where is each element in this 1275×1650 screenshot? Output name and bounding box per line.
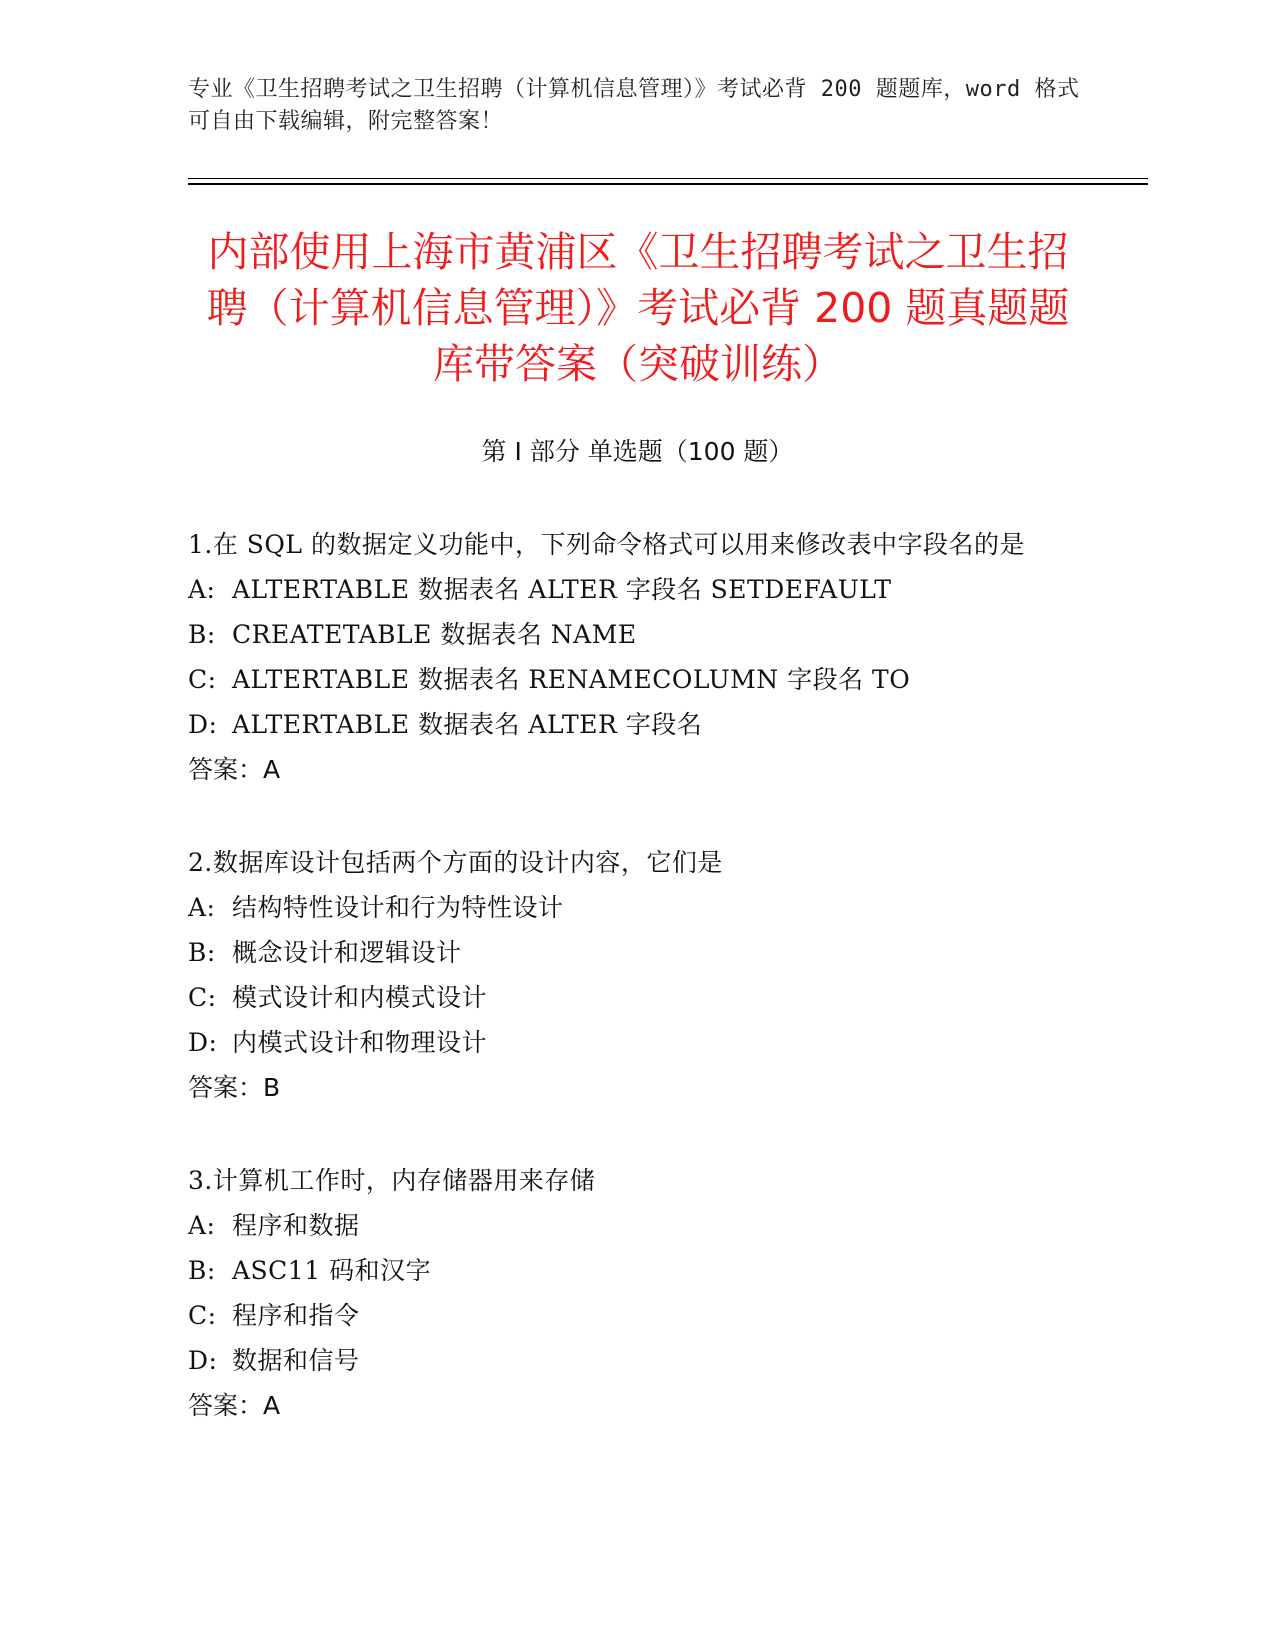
option-text: ALTERTABLE 数据表名 RENAMECOLUMN 字段名 TO [232,665,911,694]
option-text: 数据和信号 [232,1346,360,1375]
option-letter: B: [188,620,216,649]
question-stem: 2.数据库设计包括两个方面的设计内容，它们是 [188,848,723,877]
answer-line: 答案：A [188,1391,281,1420]
option-letter: D: [188,710,218,739]
option-text: 概念设计和逻辑设计 [232,938,462,967]
option-text: CREATETABLE 数据表名 NAME [232,620,637,649]
option-c [188,1293,1068,1338]
option-letter: A: [188,1211,216,1240]
question-list [188,522,1068,1476]
option-text: 内模式设计和物理设计 [232,1028,488,1057]
option-letter: B: [188,1256,216,1285]
option-a [188,567,1068,612]
option-text: ASC11 码和汉字 [232,1256,432,1285]
option-letter: C: [188,983,217,1012]
answer-line: 答案：A [188,755,281,784]
header-divider-thin [188,178,1148,179]
option-letter: C: [188,1301,217,1330]
option-d [188,1338,1068,1383]
option-letter: D: [188,1346,218,1375]
question-stem: 1.在 SQL 的数据定义功能中，下列命令格式可以用来修改表中字段名的是 [188,530,1025,559]
option-b [188,930,1068,975]
option-letter: C: [188,665,217,694]
option-d [188,1020,1068,1065]
option-a [188,1203,1068,1248]
option-letter: D: [188,1028,218,1057]
answer-line: 答案：B [188,1073,281,1102]
question-stem: 3.计算机工作时，内存储器用来存储 [188,1166,596,1195]
option-d [188,702,1068,747]
option-text: ALTERTABLE 数据表名 ALTER 字段名 SETDEFAULT [232,575,892,604]
option-text: 程序和数据 [232,1211,360,1240]
option-b [188,1248,1068,1293]
option-b [188,612,1068,657]
option-letter: B: [188,938,216,967]
option-c [188,975,1068,1020]
option-letter: A: [188,575,216,604]
option-letter: A: [188,893,216,922]
document-title: 内部使用上海市黄浦区《卫生招聘考试之卫生招聘（计算机信息管理）》考试必背 200 题真题题库带答案（突破训练） [206,228,1070,388]
question-3 [188,1158,1068,1428]
option-text: 程序和指令 [232,1301,360,1330]
option-text: 模式设计和内模式设计 [232,983,488,1012]
option-text: 结构特性设计和行为特性设计 [232,893,564,922]
header-note: 专业《卫生招聘考试之卫生招聘（计算机信息管理）》考试必背 200 题题库，word 格式可自由下载编辑，附完整答案！ [188,77,1080,134]
option-text: ALTERTABLE 数据表名 ALTER 字段名 [232,710,703,739]
question-1 [188,522,1068,792]
option-c [188,657,1068,702]
header-divider-thick [188,183,1148,185]
option-a [188,885,1068,930]
section-heading: 第 I 部分 单选题（100 题） [481,437,794,466]
question-2 [188,840,1068,1110]
